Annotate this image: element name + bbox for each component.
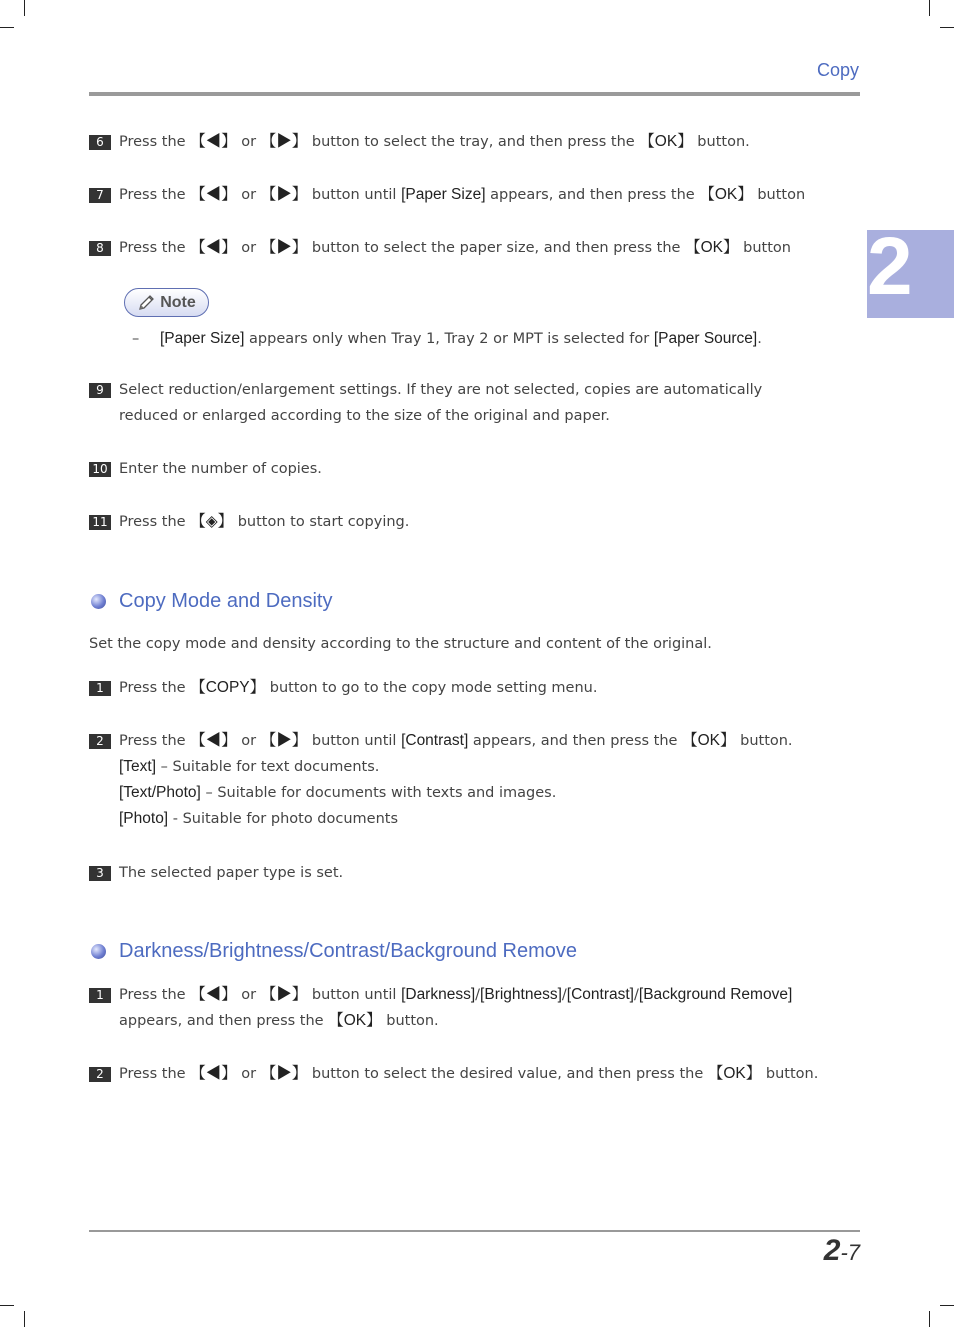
text-run: button to go to the copy mode setting menu.: [265, 680, 598, 696]
step-number-badge: 1: [89, 988, 111, 1003]
text-run: Press the: [119, 680, 191, 696]
crop-mark: [940, 1305, 954, 1306]
keyword: 【▶】: [260, 186, 308, 203]
keyword: 【OK】: [328, 1012, 382, 1029]
header-title: Copy: [816, 60, 859, 80]
keyword: 【◀】: [190, 986, 237, 1003]
text-run: Press the: [119, 1066, 191, 1082]
text-run: Press the: [119, 187, 191, 203]
step-number-badge: 8: [89, 241, 111, 256]
text-run: Press the: [119, 733, 191, 749]
text-run: or: [236, 134, 261, 150]
step-line: [89, 982, 792, 1008]
header-rule: [89, 92, 860, 96]
text-run: button until: [307, 187, 402, 203]
text-run: or: [236, 240, 261, 256]
step-line: [89, 860, 343, 886]
keyword: [Paper Size]: [160, 330, 245, 347]
text-run: or: [236, 187, 261, 203]
step-line: [89, 728, 793, 754]
section2-step-1: [89, 982, 792, 1034]
keyword: [Darkness]: [401, 986, 476, 1003]
keyword: 【◀】: [190, 732, 237, 749]
step-line: [89, 182, 805, 208]
keyword: [Text]: [119, 758, 157, 775]
section1-step-2: [89, 728, 793, 832]
step-number-badge: 6: [89, 135, 111, 150]
text-run: /: [475, 987, 481, 1003]
text-run: – Suitable for text documents.: [156, 759, 380, 775]
text-run: appears, and then press the: [119, 1013, 329, 1029]
keyword: 【◀】: [190, 1065, 237, 1082]
keyword: 【COPY】: [190, 679, 266, 696]
step-number-badge: 11: [89, 515, 111, 530]
keyword: 【▶】: [260, 986, 308, 1003]
keyword: 【◀】: [190, 186, 237, 203]
note-line: [132, 326, 762, 352]
keyword: 【OK】: [685, 239, 739, 256]
keyword: 【OK】: [639, 133, 693, 150]
step-7: [89, 182, 805, 208]
keyword: 【◈】: [190, 513, 234, 530]
page-number-chapter: 2: [823, 1234, 841, 1267]
step-line: [89, 806, 793, 832]
keyword: 【OK】: [699, 186, 753, 203]
chapter-tab-number: 2: [867, 230, 913, 312]
page-number: [824, 1234, 860, 1268]
text-run: Press the: [119, 134, 191, 150]
step-line: [89, 403, 762, 429]
note-dash: –: [132, 331, 140, 347]
text-run: button: [752, 187, 806, 203]
text-run: Press the: [119, 514, 191, 530]
text-run: Press the: [119, 240, 191, 256]
keyword: [Background Remove]: [638, 986, 793, 1003]
text-run: button: [738, 240, 791, 256]
keyword: 【▶】: [260, 1065, 308, 1082]
step-10: [89, 456, 322, 482]
step-line: [89, 780, 793, 806]
step-11: [89, 509, 409, 535]
text-run: button until: [307, 733, 402, 749]
step-line: [89, 509, 409, 535]
page-number-page: -7: [840, 1240, 860, 1265]
step-line: [89, 754, 793, 780]
text-run: Enter the number of copies.: [119, 461, 322, 477]
step-number-badge: 3: [89, 866, 111, 881]
text-run: button.: [381, 1013, 439, 1029]
text-run: - Suitable for photo documents: [168, 811, 399, 827]
step-number-badge: 9: [89, 383, 111, 398]
text-run: or: [236, 987, 261, 1003]
text-run: button to select the desired value, and then press the: [307, 1066, 708, 1082]
step-line: [89, 1061, 818, 1087]
keyword: [Contrast]: [566, 986, 634, 1003]
step-line: [89, 1008, 792, 1034]
section-title-darkness: [91, 940, 577, 963]
keyword: [Paper Size]: [401, 186, 486, 203]
crop-mark: [929, 0, 930, 16]
section-title-text: Copy Mode and Density: [119, 590, 333, 612]
section-title-copy-mode: [91, 590, 332, 613]
step-number-badge: 10: [89, 462, 111, 477]
keyword: 【▶】: [260, 133, 308, 150]
keyword: 【OK】: [707, 1065, 762, 1082]
keyword: [Contrast]: [401, 732, 469, 749]
step-number-badge: 2: [89, 1067, 111, 1082]
keyword: 【▶】: [260, 732, 308, 749]
keyword: [Photo]: [119, 810, 169, 827]
footer-rule: [89, 1230, 860, 1232]
keyword: 【◀】: [190, 239, 237, 256]
text-run: button until: [307, 987, 402, 1003]
section2-step-2: [89, 1061, 818, 1087]
crop-mark: [24, 0, 25, 16]
step-number-badge: 1: [89, 681, 111, 696]
section-bullet-icon: [91, 594, 106, 609]
step-6: [89, 129, 750, 155]
text-run: /: [561, 987, 567, 1003]
step-line: [89, 129, 750, 155]
text-run: .: [757, 331, 762, 347]
step-9: [89, 377, 762, 429]
step-8: [89, 235, 791, 261]
text-run: button.: [735, 733, 793, 749]
text-run: – Suitable for documents with texts and images.: [200, 785, 557, 801]
crop-mark: [0, 27, 14, 28]
text-run: /: [634, 987, 639, 1003]
text-run: or: [236, 733, 261, 749]
section1-step-3: [89, 860, 343, 886]
text-run: button.: [692, 134, 750, 150]
chapter-tab: [867, 230, 954, 318]
text-run: appears only when Tray 1, Tray 2 or MPT is selected for: [244, 331, 654, 347]
step-number-badge: 7: [89, 188, 111, 203]
step-number-badge: 2: [89, 734, 111, 749]
text-run: or: [236, 1066, 261, 1082]
text-run: Select reduction/enlargement settings. If they are not selected, copies are automatically: [119, 382, 763, 398]
text-run: button to select the tray, and then press the: [307, 134, 640, 150]
section1-step-1: [89, 675, 597, 701]
section-intro: Set the copy mode and density according to the structure and content of the original.: [89, 636, 712, 652]
step-line: [89, 377, 762, 403]
note-label: Note: [160, 293, 196, 311]
crop-mark: [0, 1305, 14, 1306]
keyword: [Text/Photo]: [119, 784, 201, 801]
step-line: [89, 235, 791, 261]
text-run: button to start copying.: [233, 514, 410, 530]
section-title-text: Darkness/Brightness/Contrast/Background Remove: [119, 940, 577, 962]
keyword: 【▶】: [260, 239, 308, 256]
pencil-icon: [137, 294, 157, 312]
step-line: [89, 675, 597, 701]
text-run: appears, and then press the: [485, 187, 700, 203]
text-run: button to select the paper size, and then press the: [307, 240, 686, 256]
keyword: 【OK】: [682, 732, 736, 749]
text-run: The selected paper type is set.: [119, 865, 344, 881]
section-bullet-icon: [91, 944, 106, 959]
crop-mark: [24, 1311, 25, 1327]
note-text: [160, 331, 762, 347]
keyword: 【◀】: [190, 133, 237, 150]
crop-mark: [929, 1311, 930, 1327]
text-run: Press the: [119, 987, 191, 1003]
text-run: appears, and then press the: [468, 733, 683, 749]
note-badge: [124, 288, 209, 317]
step-line: [89, 456, 322, 482]
keyword: [Paper Source]: [653, 330, 758, 347]
text-run: reduced or enlarged according to the size of the original and paper.: [119, 408, 610, 424]
keyword: [Brightness]: [480, 986, 562, 1003]
crop-mark: [940, 27, 954, 28]
text-run: button.: [761, 1066, 819, 1082]
